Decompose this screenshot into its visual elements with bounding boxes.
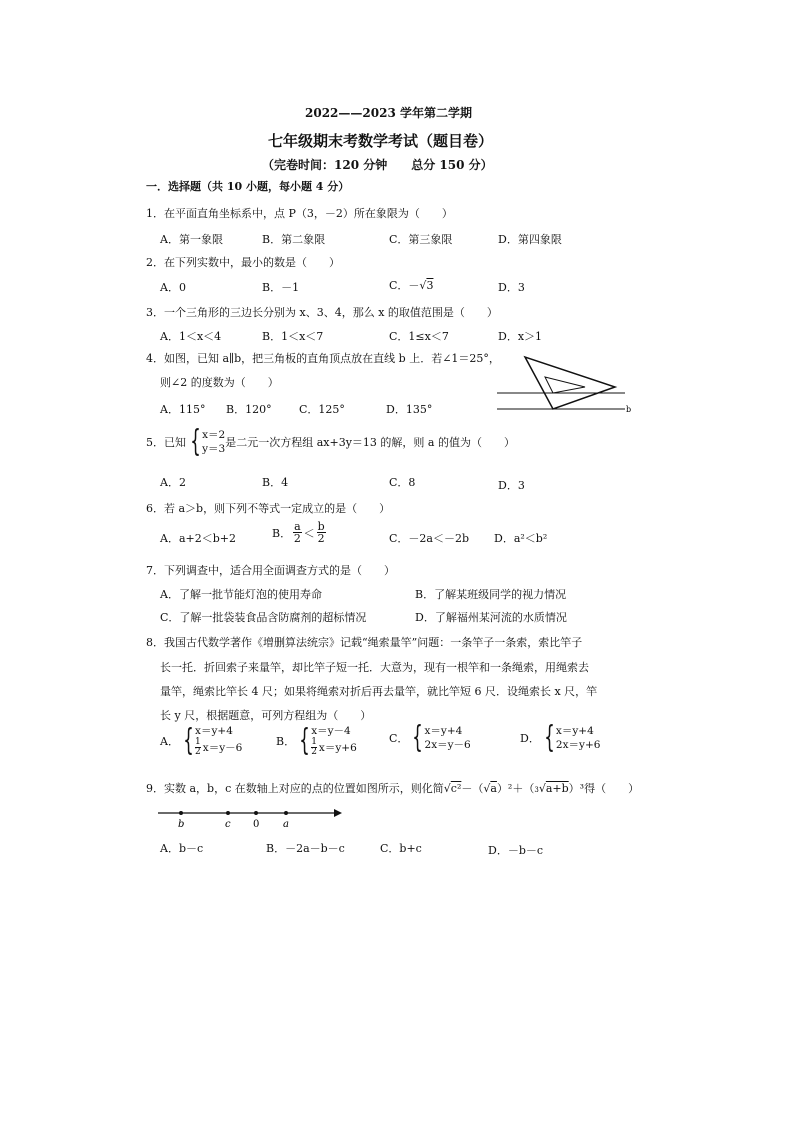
q9-expr-end: ）³得（ ） (568, 782, 640, 795)
q8-b-half-num: 1 (311, 737, 317, 747)
q9-sqrt-c2: c² (450, 782, 462, 795)
brace-icon: { (183, 722, 194, 758)
point-b (179, 811, 183, 815)
set-square-inner (545, 377, 585, 393)
label-a: a (283, 819, 289, 830)
q8-b-eq1: x＝y－4 (311, 725, 351, 737)
q8-d-eq1: x＝y+4 (555, 725, 594, 737)
q8-a-half-num: 1 (195, 737, 201, 747)
q3-option-c: C．1≤x＜7 (389, 330, 449, 343)
q5-option-d: D．3 (498, 479, 525, 492)
point-zero (254, 811, 258, 815)
q5-eq1: x＝2 (202, 429, 226, 441)
question-4-stem: 4．如图，已知 a∥b，把三角板的直角顶点放在直线 b 上．若∠1＝25°， (146, 352, 500, 365)
q8-d-eq2: 2x＝y+6 (555, 739, 601, 751)
q9-cbrt-radicand: a+b (545, 782, 569, 795)
q9-option-d: D．－b－c (488, 844, 544, 857)
q1-option-a: A．第一象限 (160, 233, 223, 246)
q9-expr-mid: －（ (461, 782, 484, 795)
q5-rest: 是二元一次方程组 ax+3y＝13 的解，则 a 的值为（ ） (225, 436, 515, 449)
q4-triangle-figure (495, 355, 635, 415)
q8-a-half (195, 738, 201, 757)
q9-sqrt-a: a (490, 782, 497, 795)
q3-option-b: B．1＜x＜7 (262, 330, 324, 343)
q8-a-half-den: 2 (195, 747, 201, 757)
q7-option-c: C．了解一批袋装食品含防腐剂的超标情况 (160, 611, 367, 624)
q2-option-c-radicand: 3 (426, 279, 434, 292)
label-b: b (178, 819, 185, 830)
brace-icon: { (412, 720, 424, 755)
q6-b-frac2 (317, 521, 326, 544)
q3-option-a: A．1＜x＜4 (160, 330, 222, 343)
q8-a-label: A． (160, 734, 179, 748)
question-8-line1: 8．我国古代数学著作《增删算法统宗》记载“绳索量竿”问题：一条竿子一条索，索比竿子 (146, 636, 583, 649)
q1-option-b: B．第二象限 (262, 233, 326, 246)
q8-b-half-den: 2 (311, 747, 317, 757)
question-9-stem (146, 780, 639, 796)
q7-option-d: D．了解福州某河流的水质情况 (415, 611, 567, 624)
question-7-stem: 7．下列调查中，适合用全面调查方式的是（ ） (146, 564, 395, 577)
q5-system (186, 424, 226, 459)
q9-cbrt-index: 3 (534, 786, 539, 794)
q6-b-num1: a (294, 520, 301, 533)
q1-option-c: C．第三象限 (389, 233, 453, 246)
q8-b-label: B． (276, 734, 296, 748)
exam-year: 2022——2023 学年第二学期 (305, 106, 472, 120)
q8-option-b (276, 724, 357, 757)
q8-c-eq1: x＝y+4 (424, 725, 463, 737)
fig-label-b: b (626, 405, 632, 414)
q7-option-a: A．了解一批节能灯泡的使用寿命 (160, 588, 322, 601)
q5-number: 5．已知 (146, 436, 186, 449)
point-a (284, 811, 288, 815)
exam-meta: （完卷时间：120 分钟 总分 150 分） (262, 158, 493, 172)
q4-option-a: A．115° (160, 403, 206, 416)
q2-option-c (389, 277, 433, 293)
question-8-line3: 量竿，绳索比竿长 4 尺；如果将绳索对折后再去量竿，就比竿短 6 尺．设绳索长 x 尺，竿 (160, 685, 598, 698)
question-8-line2: 长一托．折回索子来量竿，却比竿子短一托．大意为，现有一根竿和一条绳索，用绳索去 (160, 661, 589, 674)
q6-option-b (272, 521, 328, 544)
exam-title: 七年级期末考数学考试（题目卷） (268, 132, 494, 150)
sqrt-sign-icon: √ (538, 782, 546, 795)
q8-b-half (311, 738, 317, 757)
q9-number-line (156, 803, 346, 831)
label-zero: 0 (253, 819, 260, 830)
q5-option-c: C．8 (389, 476, 416, 489)
q9-option-b: B．－2a－b－c (266, 842, 345, 855)
q9-expr-mid2: ）²＋（ (496, 782, 535, 795)
q9-option-a: A．b－c (160, 842, 204, 855)
question-1-stem: 1．在平面直角坐标系中，点 P（3，－2）所在象限为（ ） (146, 207, 453, 220)
q3-option-d: D．x＞1 (498, 330, 543, 343)
question-3-stem: 3．一个三角形的三边长分别为 x、3、4，那么 x 的取值范围是（ ） (146, 306, 498, 319)
question-6-stem: 6．若 a＞b，则下列不等式一定成立的是（ ） (146, 502, 391, 515)
section-title: 一．选择题（共 10 小题，每小题 4 分） (146, 180, 350, 193)
sqrt-sign-icon: √ (443, 782, 451, 795)
question-8-line4: 长 y 尺，根据题意，可列方程组为（ ） (160, 709, 372, 722)
q2-option-c-prefix: C．－ (389, 279, 420, 292)
q8-option-a (160, 724, 242, 757)
q6-option-a: A．a+2＜b+2 (160, 532, 236, 545)
q1-option-d: D．第四象限 (498, 233, 562, 246)
q6-b-lt: ＜ (303, 526, 315, 540)
q5-option-a: A．2 (160, 476, 186, 489)
q6-option-c: C．－2a＜－2b (389, 532, 470, 545)
q8-c-label: C． (389, 732, 409, 745)
q6-b-prefix: B． (272, 526, 292, 540)
q8-a-eq1: x＝y+4 (195, 725, 233, 737)
brace-icon: { (299, 722, 310, 758)
q8-option-c (389, 720, 471, 755)
q4-option-c: C．125° (299, 403, 345, 416)
question-2-stem: 2．在下列实数中，最小的数是（ ） (146, 256, 340, 269)
q4-option-d: D．135° (386, 403, 433, 416)
arrow-right-icon (334, 809, 342, 817)
q8-d-label: D． (520, 732, 540, 745)
question-4-stem-cont: 则∠2 的度数为（ ） (160, 376, 279, 389)
q2-option-a: A．0 (160, 281, 186, 294)
q9-option-c: C．b+c (380, 842, 422, 855)
q8-b-eq2: x＝y+6 (318, 741, 357, 754)
brace-icon: { (190, 424, 201, 459)
q7-option-b: B．了解某班级同学的视力情况 (415, 588, 567, 601)
q8-c-eq2: 2x＝y－6 (424, 739, 471, 751)
point-c (226, 811, 230, 815)
sqrt-sign-icon: √ (419, 279, 427, 292)
label-c: c (225, 819, 231, 830)
q2-option-b: B．－1 (262, 281, 300, 294)
q6-option-d: D．a²＜b² (494, 532, 548, 545)
q6-b-den2: 2 (317, 532, 325, 545)
q2-option-d: D．3 (498, 281, 525, 294)
q8-option-d (520, 720, 601, 755)
q5-option-b: B．4 (262, 476, 289, 489)
q4-option-b: B．120° (226, 403, 272, 416)
q8-a-eq2: x＝y－6 (202, 741, 243, 754)
q6-b-den1: 2 (293, 532, 301, 545)
q6-b-frac1 (293, 521, 302, 544)
brace-icon: { (544, 720, 555, 755)
sqrt-sign-icon: √ (483, 782, 491, 795)
question-5-stem (146, 424, 515, 459)
q5-eq2: y＝3 (202, 443, 226, 455)
q9-stem-pre: 9．实数 a，b，c 在数轴上对应的点的位置如图所示，则化简 (146, 782, 444, 795)
q6-b-num2: b (317, 520, 325, 533)
